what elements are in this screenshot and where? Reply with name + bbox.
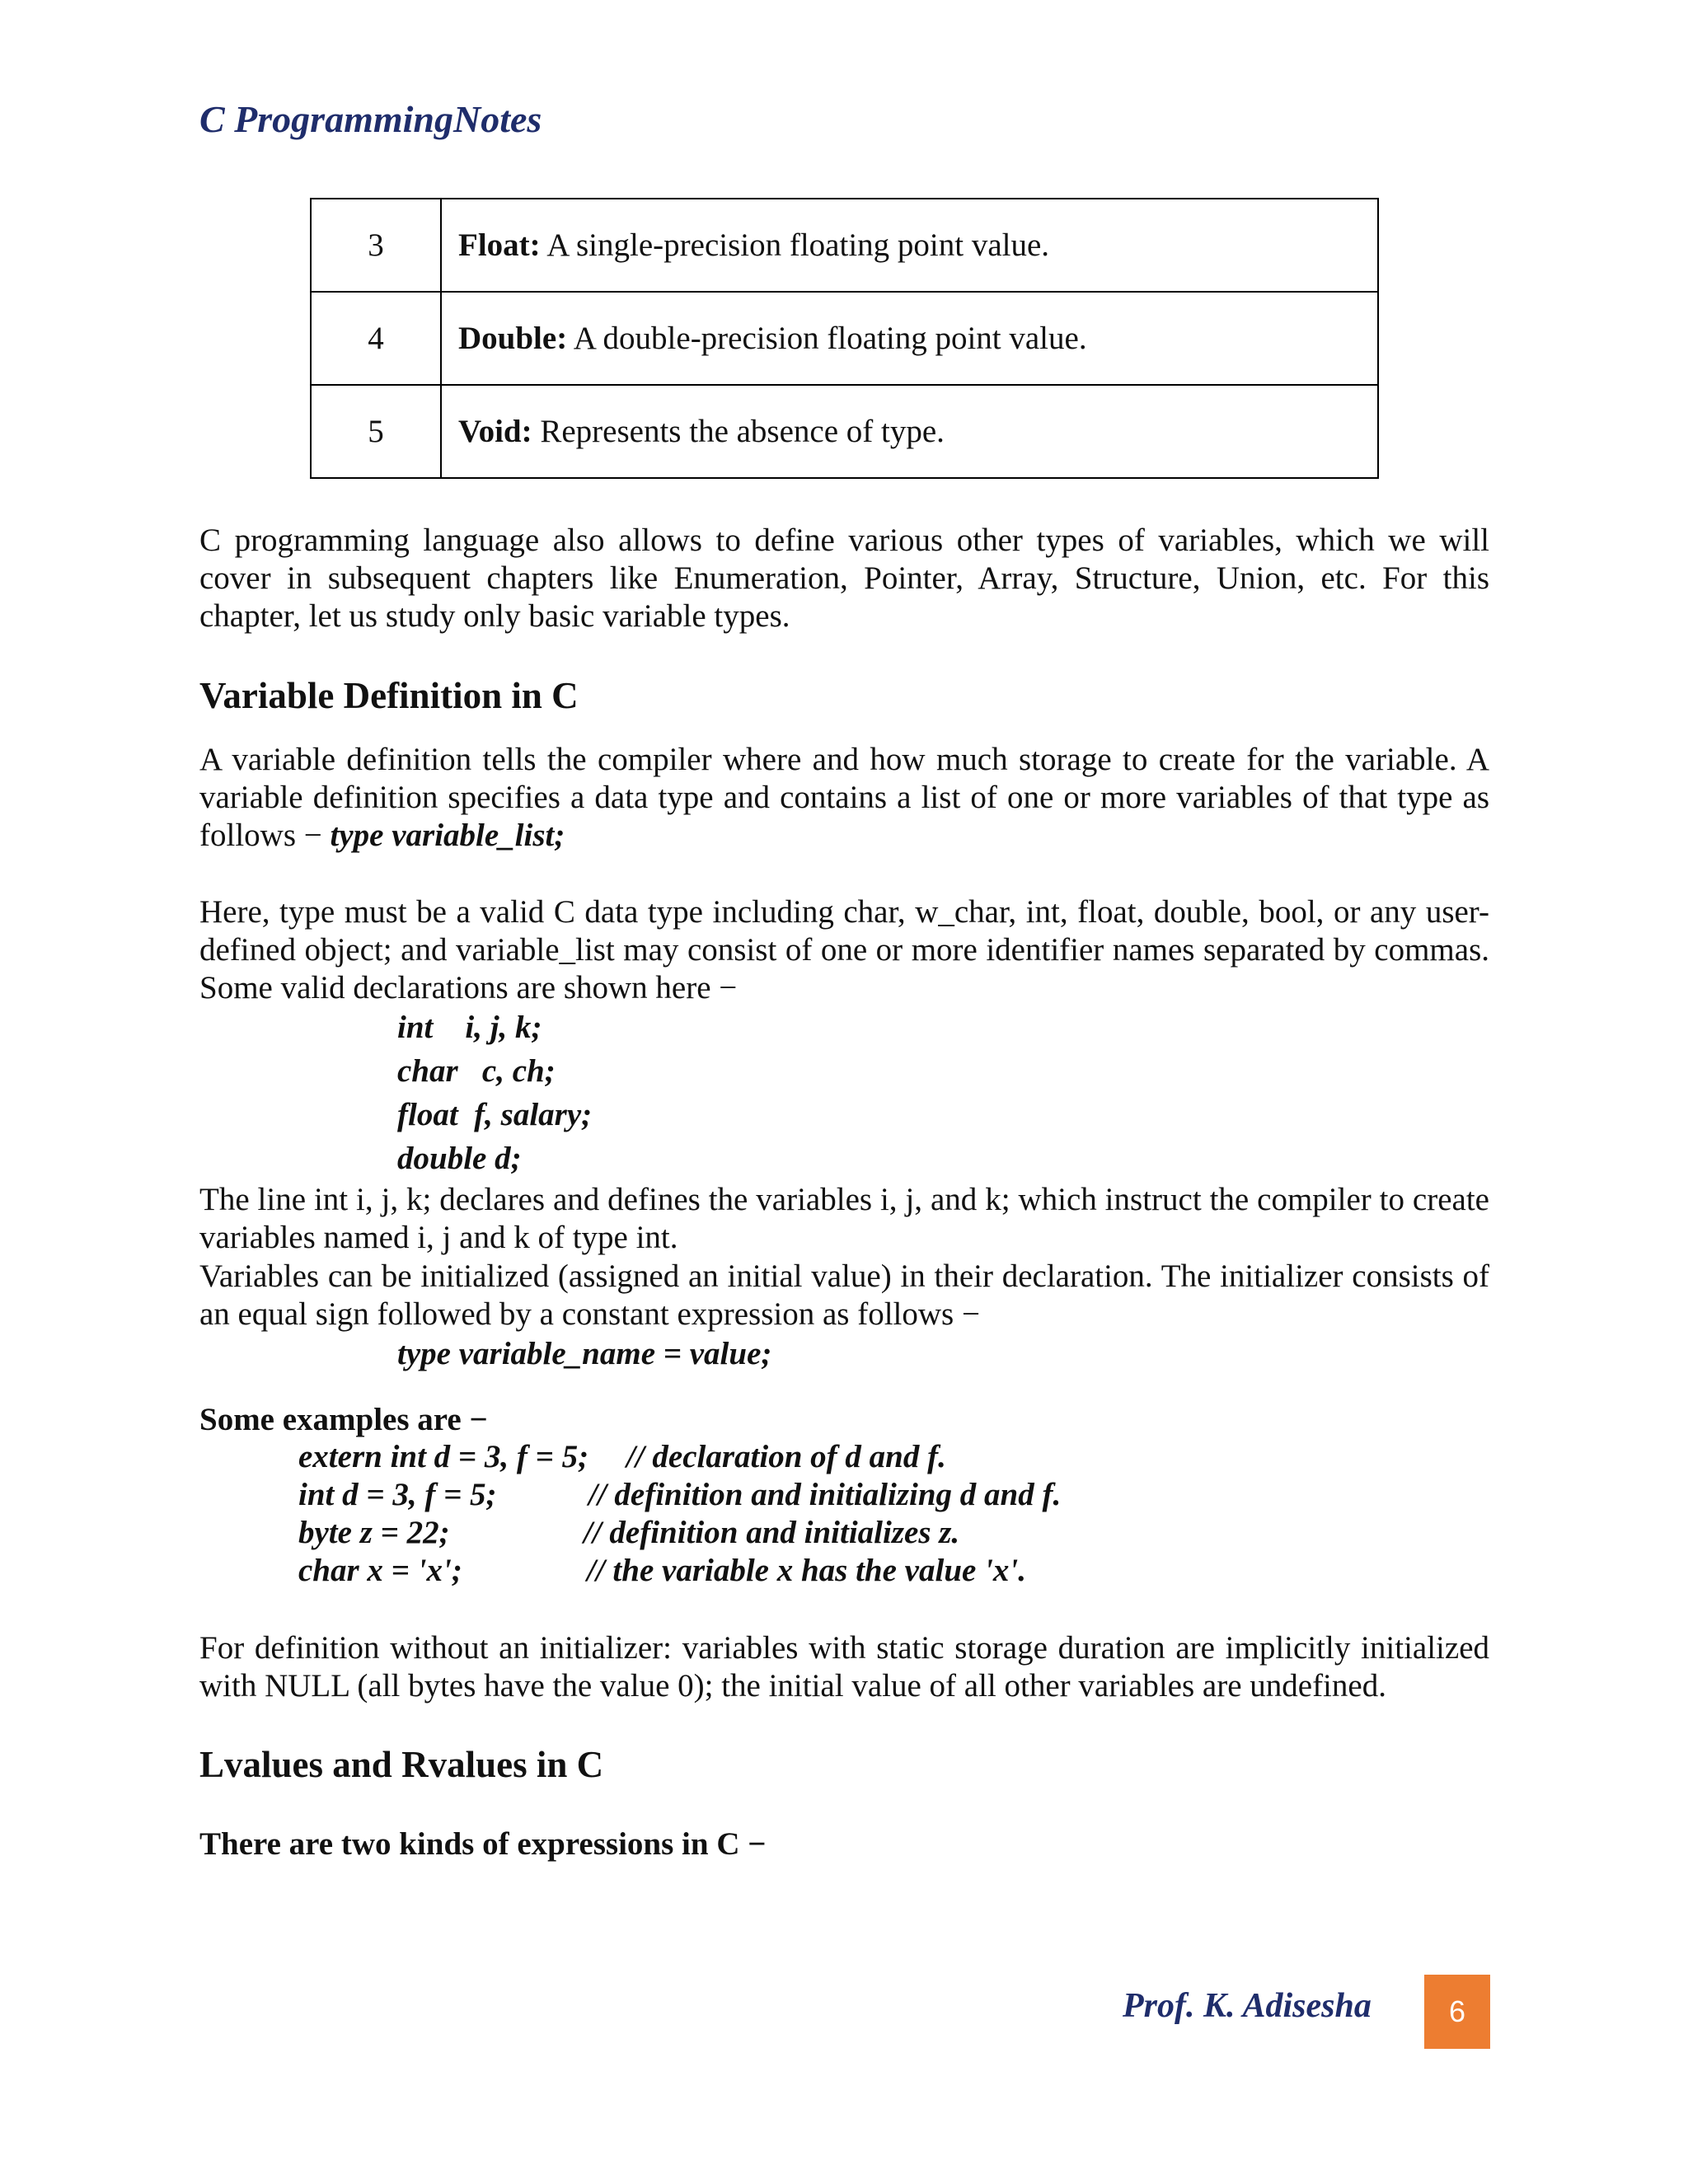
example-row	[298, 1552, 1123, 1590]
intro-paragraph: C programming language also allows to define various other types of variables, which we will cover in subsequent chapters like Enumeration, Pointer, Array, Structure, Union, etc. For this chapter, let us study only basic variable types.	[199, 523, 1489, 634]
declaration-line: int i, j, k;	[397, 1010, 542, 1045]
example-code: extern int d = 3, f = 5;	[298, 1439, 589, 1474]
type-explanation-paragraph: Here, type must be a valid C data type including char, w_char, int, float, double, bool, or any user-defined object; and variable_list may consist of one or more identifier names separated by commas. Some valid declarations are shown here −	[199, 894, 1489, 1005]
row-description	[441, 385, 1378, 478]
type-description: A double-precision floating point value.	[567, 321, 1087, 356]
table-row	[311, 199, 1378, 292]
example-comment: // definition and initializing d and f.	[588, 1477, 1062, 1512]
definition-text: A variable definition tells the compiler where and how much storage to create for the variable. A variable definition specifies a data type and contains a list of one or more variables of that type as follows −	[199, 742, 1489, 853]
initialization-examples	[298, 1438, 1123, 1590]
example-comment: // declaration of d and f.	[626, 1439, 946, 1474]
example-row	[298, 1514, 1123, 1552]
initializer-syntax-block	[397, 1332, 771, 1376]
initializer-syntax: type variable_name = value;	[397, 1336, 772, 1371]
no-initializer-paragraph: For definition without an initializer: variables with static storage duration are implicitly initialized with NULL (all bytes have the value 0); the initial value of all other variables are undefined.	[199, 1630, 1489, 1704]
example-row	[298, 1476, 1123, 1514]
row-number: 3	[311, 199, 441, 292]
data-type-table	[310, 198, 1379, 479]
table-row	[311, 385, 1378, 478]
declaration-explanation-paragraph: The line int i, j, k; declares and defines the variables i, j, and k; which instruct the compiler to create variables named i, j and k of type int.	[199, 1182, 1489, 1255]
example-code: byte z = 22;	[298, 1515, 450, 1550]
example-row	[298, 1438, 1123, 1476]
declaration-line: char c, ch;	[397, 1053, 556, 1089]
row-number: 4	[311, 292, 441, 385]
definition-paragraph	[199, 741, 1489, 855]
initialization-paragraph: Variables can be initialized (assigned an initial value) in their declaration. The initializer consists of an equal sign followed by a constant expression as follows −	[199, 1258, 1489, 1332]
example-code: char x = 'x';	[298, 1553, 462, 1588]
row-number: 5	[311, 385, 441, 478]
row-description	[441, 199, 1378, 292]
definition-syntax: type variable_list;	[330, 818, 565, 853]
declaration-line: double d;	[397, 1141, 522, 1176]
heading-variable-definition: Variable Definition in C	[199, 675, 579, 716]
examples-label: Some examples are −	[199, 1402, 488, 1437]
declaration-examples	[397, 1005, 592, 1180]
example-code: int d = 3, f = 5;	[298, 1477, 497, 1512]
heading-lvalues-rvalues: Lvalues and Rvalues in C	[199, 1744, 604, 1785]
type-description: Represents the absence of type.	[532, 414, 945, 449]
row-description	[441, 292, 1378, 385]
type-term: Double:	[458, 321, 568, 356]
example-comment: // the variable x has the value 'x'.	[587, 1553, 1026, 1588]
expressions-intro: There are two kinds of expressions in C −	[199, 1826, 767, 1862]
declaration-line: float f, salary;	[397, 1097, 593, 1132]
type-description: A single-precision floating point value.	[540, 227, 1050, 263]
page-number-badge: 6	[1424, 1975, 1490, 2049]
table-row	[311, 292, 1378, 385]
type-term: Void:	[458, 414, 532, 449]
example-comment: // definition and initializes z.	[584, 1515, 960, 1550]
page-header-title: C ProgrammingNotes	[199, 98, 542, 140]
footer-author: Prof. K. Adisesha	[1123, 1987, 1372, 2025]
type-term: Float:	[458, 227, 541, 263]
